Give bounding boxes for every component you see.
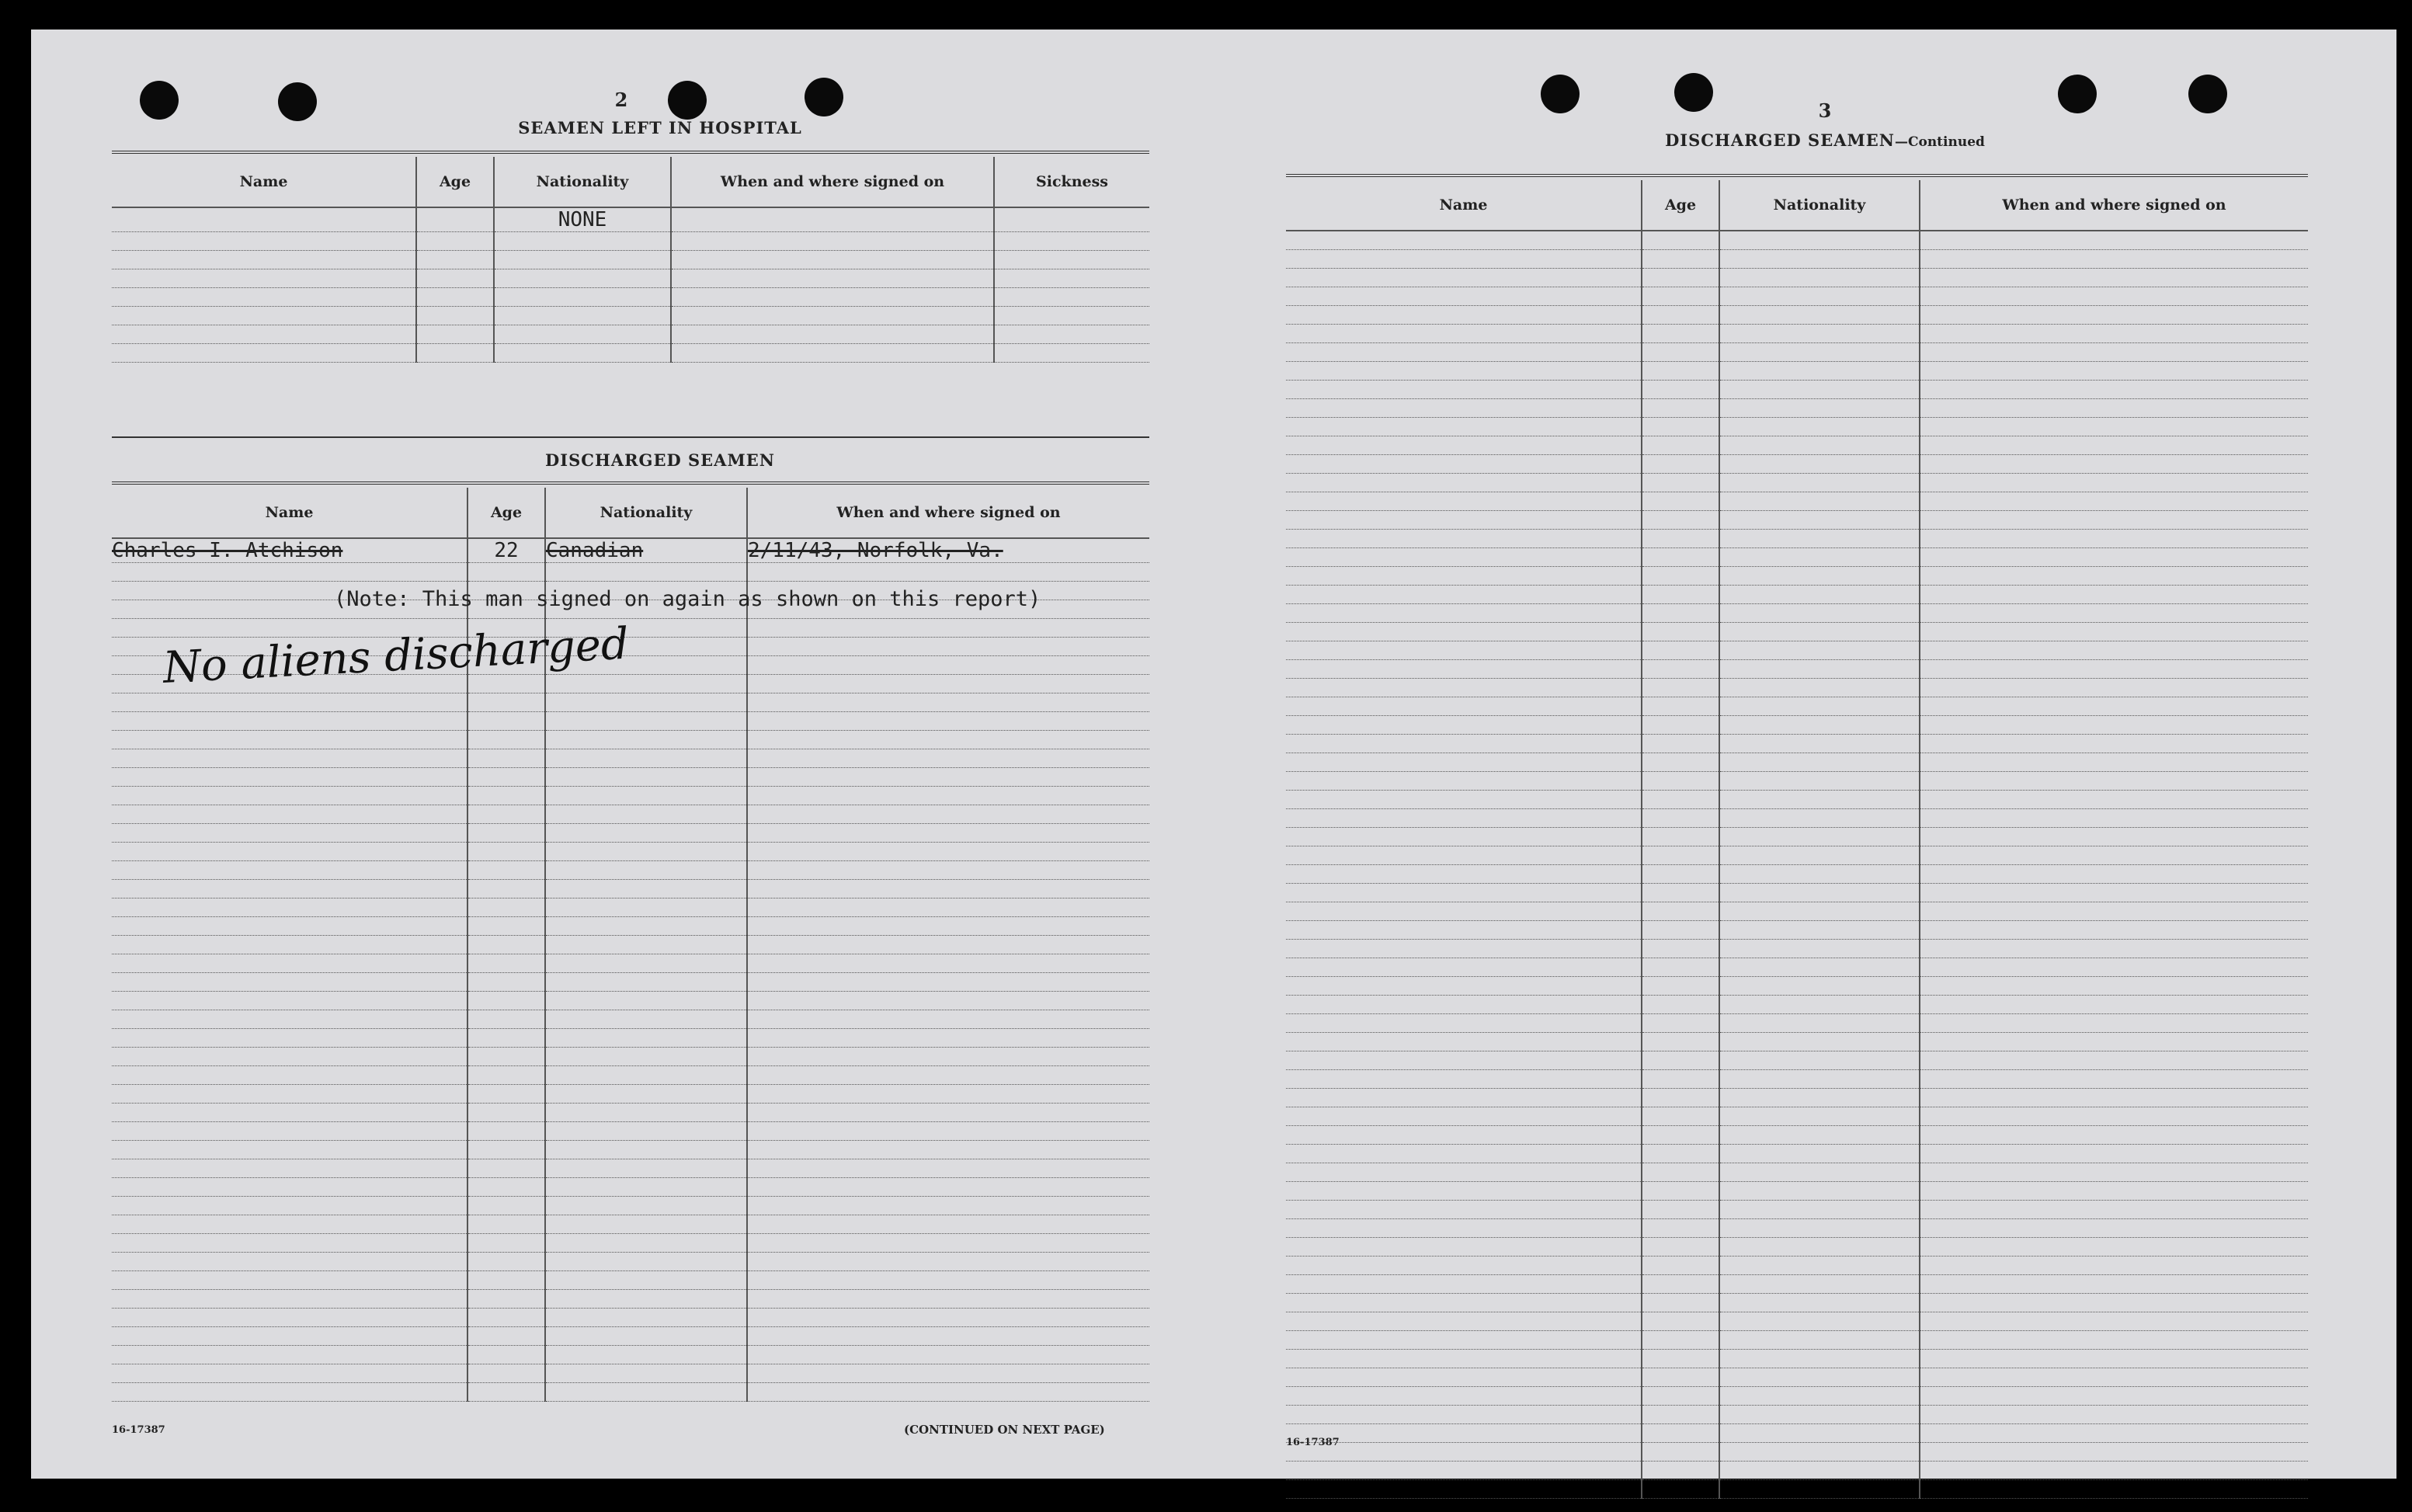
seaman-nationality: Canadian (546, 539, 644, 562)
table-row (112, 787, 1149, 805)
table-row (1286, 977, 2308, 996)
table-row (1286, 1257, 2308, 1275)
table-row (1286, 716, 2308, 735)
form-number: 16-17387 (1286, 1437, 1340, 1448)
title-main: DISCHARGED SEAMEN (1665, 130, 1895, 150)
table-row (112, 1234, 1149, 1253)
title-continued: —Continued (1894, 134, 1985, 150)
column-header-age: Age (416, 157, 494, 207)
table-row (112, 731, 1149, 749)
table-row (1286, 1238, 2308, 1257)
table-row (112, 1197, 1149, 1215)
table-row (1286, 660, 2308, 679)
table-row (112, 269, 1149, 288)
top-rule (1286, 174, 2308, 177)
table-row (112, 1327, 1149, 1346)
table-row (112, 207, 1149, 232)
seaman-signed-on: 2/11/43, Norfolk, Va. (748, 539, 1003, 562)
table-row (112, 1010, 1149, 1029)
table-row (112, 251, 1149, 269)
column-header-age: Age (467, 488, 545, 538)
seaman-age: 22 (494, 539, 519, 562)
table-row (1286, 1126, 2308, 1145)
punch-hole (1541, 75, 1580, 113)
column-header-nationality: Nationality (1719, 180, 1920, 231)
table-row (112, 843, 1149, 861)
table-row (112, 917, 1149, 936)
discharged-table (112, 488, 1149, 1402)
table-row (112, 1085, 1149, 1104)
right-page (1211, 30, 2396, 1479)
table-row (1286, 1163, 2308, 1182)
table-row (112, 1122, 1149, 1141)
table-row (112, 1309, 1149, 1327)
table-row (1286, 567, 2308, 586)
column-header-signed-on: When and where signed on (1920, 180, 2308, 231)
table-row (1286, 1219, 2308, 1238)
table-row (1286, 436, 2308, 455)
table-row (1286, 530, 2308, 548)
punch-hole (278, 82, 317, 121)
table-row (112, 693, 1149, 712)
table-row (1286, 772, 2308, 791)
table-row (1286, 1107, 2308, 1126)
table-row (1286, 1350, 2308, 1368)
document-scan (31, 30, 2396, 1479)
table-row (112, 1178, 1149, 1197)
table-row (112, 824, 1149, 843)
section-rule (112, 436, 1149, 438)
table-row (1286, 1070, 2308, 1089)
table-row (1286, 474, 2308, 492)
column-header-nationality: Nationality (494, 157, 671, 207)
discharged-section-title: DISCHARGED SEAMEN (545, 450, 775, 470)
table-row (1286, 828, 2308, 846)
table-row (1286, 809, 2308, 828)
table-row (1286, 325, 2308, 343)
table-row (1286, 1312, 2308, 1331)
punch-hole (805, 78, 843, 116)
table-row (112, 563, 1149, 582)
table-row (112, 1066, 1149, 1085)
table-row (112, 899, 1149, 917)
table-row (1286, 1387, 2308, 1406)
table-row (1286, 306, 2308, 325)
table-row (112, 1141, 1149, 1159)
none-entry: NONE (558, 208, 607, 231)
table-row (1286, 1014, 2308, 1033)
table-row (1286, 921, 2308, 940)
table-row (1286, 623, 2308, 641)
table-row (1286, 641, 2308, 660)
left-page (31, 30, 1211, 1479)
table-row (1286, 1368, 2308, 1387)
table-row (112, 973, 1149, 992)
punch-hole (668, 81, 707, 120)
table-row (112, 344, 1149, 363)
table-row (1286, 343, 2308, 362)
table-row (112, 232, 1149, 251)
table-row (1286, 1201, 2308, 1219)
table-row (1286, 1145, 2308, 1163)
page-number: 2 (614, 89, 628, 111)
top-rule (112, 151, 1149, 154)
table-row (1286, 958, 2308, 977)
page-number: 3 (1818, 99, 1832, 122)
table-row (1286, 1480, 2308, 1499)
column-header-signed-on: When and where signed on (747, 488, 1149, 538)
punch-hole (1674, 73, 1713, 112)
table-row (112, 768, 1149, 787)
table-row (1286, 1462, 2308, 1480)
table-row (1286, 735, 2308, 753)
table-row (1286, 940, 2308, 958)
table-row (1286, 511, 2308, 530)
column-header-signed-on: When and where signed on (671, 157, 994, 207)
table-row (1286, 791, 2308, 809)
table-row (1286, 884, 2308, 902)
continued-table (1286, 180, 2308, 1499)
column-header-name: Name (112, 488, 467, 538)
table-row (112, 749, 1149, 768)
table-row (1286, 1424, 2308, 1443)
table-row (1286, 1406, 2308, 1424)
table-row (1286, 418, 2308, 436)
table-row (112, 538, 1149, 563)
table-row (112, 861, 1149, 880)
table-row (1286, 455, 2308, 474)
table-row (1286, 865, 2308, 884)
table-row (1286, 697, 2308, 716)
table-row (112, 1364, 1149, 1383)
table-row (1286, 548, 2308, 567)
table-row (1286, 1294, 2308, 1312)
table-row (1286, 1051, 2308, 1070)
table-row (112, 880, 1149, 899)
table-row (1286, 399, 2308, 418)
table-row (112, 1159, 1149, 1178)
table-row (1286, 1033, 2308, 1051)
table-row (1286, 231, 2308, 250)
table-row (1286, 492, 2308, 511)
column-header-name: Name (112, 157, 416, 207)
table-row (1286, 1089, 2308, 1107)
typed-note: (Note: This man signed on again as shown on this report) (334, 587, 1041, 611)
column-header-nationality: Nationality (545, 488, 747, 538)
table-row (1286, 1275, 2308, 1294)
seaman-name: Charles I. Atchison (112, 539, 343, 562)
discharged-continued-title (1584, 130, 2066, 150)
table-row (1286, 996, 2308, 1014)
table-row (112, 992, 1149, 1010)
table-row (1286, 902, 2308, 921)
table-row (112, 307, 1149, 325)
table-row (1286, 753, 2308, 772)
table-row (112, 1290, 1149, 1309)
table-row (112, 1253, 1149, 1271)
form-number: 16-17387 (112, 1424, 165, 1436)
section-rule (112, 481, 1149, 485)
continued-footer: (CONTINUED ON NEXT PAGE) (904, 1423, 1105, 1437)
hospital-section-title: SEAMEN LEFT IN HOSPITAL (518, 118, 802, 137)
table-row (112, 288, 1149, 307)
table-row (112, 1383, 1149, 1402)
table-row (112, 1215, 1149, 1234)
table-row (112, 712, 1149, 731)
table-row (1286, 846, 2308, 865)
table-row (1286, 269, 2308, 287)
table-row (112, 619, 1149, 638)
table-row (112, 936, 1149, 954)
table-row (112, 1104, 1149, 1122)
punch-hole (140, 81, 179, 120)
table-row (112, 1346, 1149, 1364)
column-header-name: Name (1286, 180, 1642, 231)
punch-hole (2188, 75, 2227, 113)
table-row (112, 1029, 1149, 1048)
column-header-age: Age (1642, 180, 1719, 231)
table-row (112, 954, 1149, 973)
table-row (112, 1048, 1149, 1066)
table-row (1286, 586, 2308, 604)
punch-hole (2058, 75, 2097, 113)
table-row (112, 325, 1149, 344)
table-row (1286, 604, 2308, 623)
handwritten-annotation: No aliens discharged (162, 618, 631, 693)
column-header-sickness: Sickness (994, 157, 1149, 207)
table-row (1286, 1331, 2308, 1350)
table-row (112, 1271, 1149, 1290)
table-row (1286, 362, 2308, 381)
table-row (1286, 1182, 2308, 1201)
hospital-table (112, 157, 1149, 363)
table-row (112, 805, 1149, 824)
table-row (1286, 287, 2308, 306)
table-row (1286, 250, 2308, 269)
table-row (1286, 679, 2308, 697)
table-row (1286, 1443, 2308, 1462)
table-row (1286, 381, 2308, 399)
